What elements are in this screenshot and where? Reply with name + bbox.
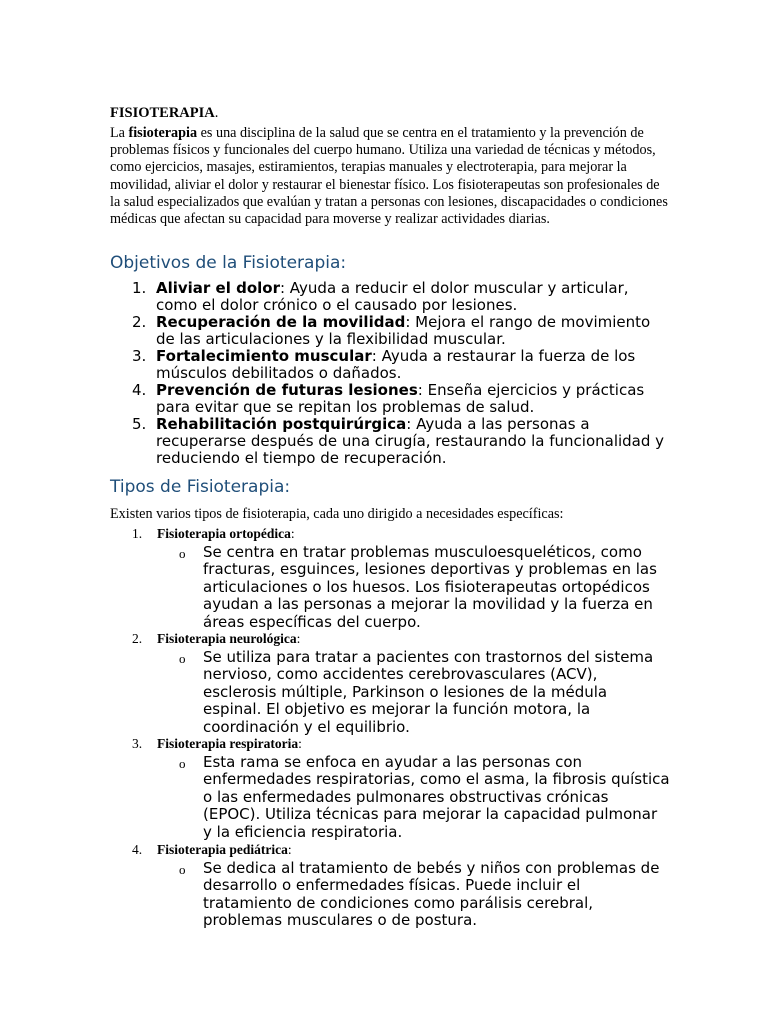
type-description-text: Se dedica al tratamiento de bebés y niños con problemas de desarrollo o enfermedades físicas. Puede incluir el tratamiento de condiciones como parálisis cerebral, problemas musculares o de postura. [203, 859, 660, 930]
objective-number: 4. [132, 381, 147, 399]
objective-title: Recuperación de la movilidad [156, 313, 406, 331]
type-colon: : [287, 842, 292, 857]
objective-text: : Ayuda a reducir el dolor muscular y articular, como el dolor crónico o el causado por lesiones. [156, 279, 629, 314]
objective-number: 3. [132, 347, 147, 365]
document-title [110, 104, 218, 122]
type-colon: : [296, 631, 301, 646]
types-lead: Existen varios tipos de fisioterapia, cada uno dirigido a necesidades específicas: [110, 506, 564, 522]
objective-item [110, 382, 670, 416]
objective-text: : Ayuda a restaurar la fuerza de los músculos debilitados o dañados. [156, 347, 636, 382]
intro-text: es una disciplina de la salud que se centra en el tratamiento y la prevención de problemas físicos y funcionales del cuerpo humano. Utiliza una variedad de técnicas y métodos, como ejercicios, masajes, estiramientos, terapias manuales y electroterapia, para mejorar la movilidad, aliviar el dolor y restaurar el bienestar físico. Los fisioterapeutas son profesionales de la salud especializados que evalúan y tratan a personas con lesiones, discapacidades o condiciones médicas que afectan su capacidad para moverse y realizar actividades diarias. [110, 125, 668, 228]
type-heading [110, 630, 670, 647]
title-period: . [214, 105, 219, 121]
type-title: Fisioterapia ortopédica [157, 526, 291, 541]
bullet-icon: o [179, 546, 186, 561]
objective-item [110, 314, 670, 348]
type-number: 2. [132, 631, 143, 646]
bullet-icon: o [179, 651, 186, 666]
intro-bold-term: fisioterapia [128, 125, 198, 141]
objectives-list [110, 280, 670, 467]
type-item [110, 841, 670, 930]
type-item [110, 630, 670, 736]
type-item [110, 525, 670, 631]
objective-number: 2. [132, 313, 147, 331]
bullet-icon: o [179, 862, 186, 877]
title-text: FISIOTERAPIA [110, 105, 215, 121]
type-heading [110, 841, 670, 858]
type-item [110, 735, 670, 841]
type-description [110, 754, 670, 841]
type-description-text: Esta rama se enfoca en ayudar a las personas con enfermedades respiratorias, como el asma, la fibrosis quística o las enfermedades pulmonares obstructivas crónicas (EPOC). Utiliza técnicas para mejorar la capacidad pulmonar y la eficiencia respiratoria. [203, 753, 670, 841]
type-colon: : [298, 736, 302, 751]
objective-number: 5. [132, 415, 147, 433]
objective-item [110, 348, 670, 382]
type-description [110, 544, 670, 631]
types-heading: Tipos de Fisioterapia: [110, 477, 291, 497]
type-heading [110, 735, 670, 752]
objectives-heading: Objetivos de la Fisioterapia: [110, 253, 347, 273]
intro-prefix: La [110, 125, 129, 141]
type-description [110, 649, 670, 736]
type-number: 4. [132, 842, 143, 857]
objective-text: : Enseña ejercicios y prácticas para evitar que se repitan los problemas de salud. [156, 381, 645, 416]
objective-title: Fortalecimiento muscular [156, 347, 372, 365]
type-number: 1. [132, 526, 143, 541]
type-number: 3. [132, 736, 143, 751]
intro-paragraph [110, 125, 670, 228]
type-colon: : [290, 526, 295, 541]
type-heading [110, 525, 670, 542]
objective-title: Aliviar el dolor [156, 279, 280, 297]
bullet-icon: o [179, 756, 186, 771]
type-title: Fisioterapia respiratoria [157, 736, 299, 751]
objective-item [110, 280, 670, 314]
type-title: Fisioterapia pediátrica [157, 842, 288, 857]
objective-number: 1. [132, 279, 147, 297]
objective-text: : Mejora el rango de movimiento de las articulaciones y la flexibilidad muscular. [156, 313, 651, 348]
type-description-text: Se centra en tratar problemas musculoesqueléticos, como fracturas, esguinces, lesiones deportivas y problemas en las articulaciones o los huesos. Los fisioterapeutas ortopédicos ayudan a las personas a mejorar la movilidad y la fuerza en áreas específicas del cuerpo. [203, 543, 657, 631]
objective-item [110, 416, 670, 467]
objective-text: : Ayuda a las personas a recuperarse después de una cirugía, restaurando la funcionalidad y reduciendo el tiempo de recuperación. [156, 415, 665, 467]
type-description [110, 860, 670, 930]
type-description-text: Se utiliza para tratar a pacientes con trastornos del sistema nervioso, como accidentes cerebrovasculares (ACV), esclerosis múltiple, Parkinson o lesiones de la médula espinal. El objetivo es mejorar la función motora, la coordinación y el equilibrio. [203, 648, 654, 736]
type-title: Fisioterapia neurológica [157, 631, 297, 646]
objective-title: Prevención de futuras lesiones [156, 381, 418, 399]
objective-title: Rehabilitación postquirúrgica [156, 415, 407, 433]
